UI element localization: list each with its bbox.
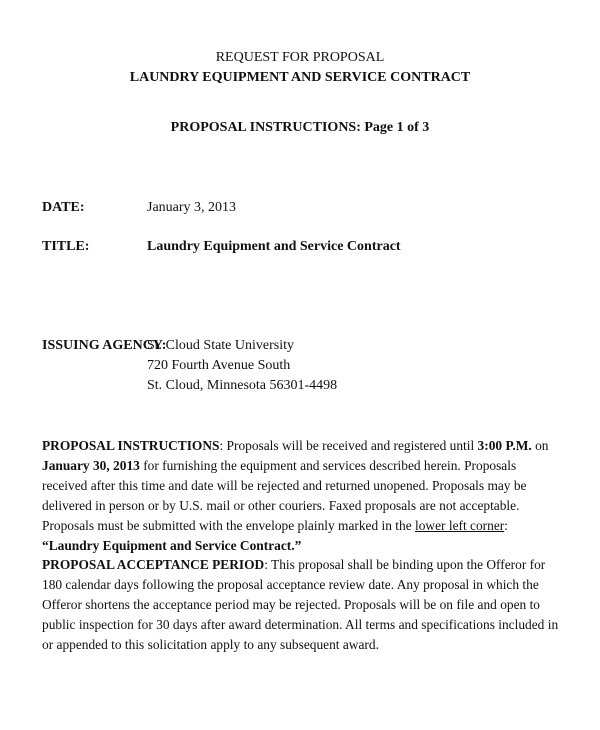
contract-title-heading: LAUNDRY EQUIPMENT AND SERVICE CONTRACT	[129, 70, 471, 85]
title-label: TITLE:	[42, 239, 90, 254]
date-label: DATE:	[42, 200, 85, 215]
issuing-agency-label: ISSUING AGENCY:	[42, 338, 167, 353]
acceptance-heading: PROPOSAL ACCEPTANCE PERIOD	[42, 557, 265, 572]
rfp-heading: REQUEST FOR PROPOSAL	[215, 50, 385, 65]
acceptance-period-paragraph: PROPOSAL ACCEPTANCE PERIOD: This proposal shall be binding upon the Offeror for 180 calendar days following the proposal acceptance review date. Any proposal in which the Offeror shortens the acceptance period may be rejected. Proposals will be on file and open to public inspection for 30 days after award determination. All terms and specifications included in or appended to this solicitation apply to any subsequent award.	[42, 557, 559, 652]
date-value: January 3, 2013	[147, 200, 237, 215]
proposal-instructions-paragraph: PROPOSAL INSTRUCTIONS: Proposals will be received and registered until 3:00 P.M. on January 30, 2013 for furnishing the equipment and services described herein. Proposals received after this time and date will be rejected and returned unopened. Proposals may be delivered in person or by U.S. mail or other couriers. Faxed proposals are not acceptable. Proposals must be submitted with the envelope plainly marked in the lower left corner: “Laundry Equipment and Service Contract.”	[42, 438, 549, 553]
envelope-marking: “Laundry Equipment and Service Contract.”	[42, 538, 302, 553]
instructions-page-heading: PROPOSAL INSTRUCTIONS: Page 1 of 3	[170, 120, 430, 135]
deadline-date: January 30, 2013	[42, 458, 140, 473]
agency-street: 720 Fourth Avenue South	[147, 358, 291, 373]
instructions-heading: PROPOSAL INSTRUCTIONS	[42, 438, 220, 453]
title-value: Laundry Equipment and Service Contract	[147, 239, 401, 254]
agency-city: St. Cloud, Minnesota 56301-4498	[147, 378, 338, 393]
lower-left-corner-text: lower left corner	[415, 518, 505, 533]
deadline-time: 3:00 P.M.	[477, 438, 532, 453]
agency-name: St. Cloud State University	[147, 338, 294, 353]
